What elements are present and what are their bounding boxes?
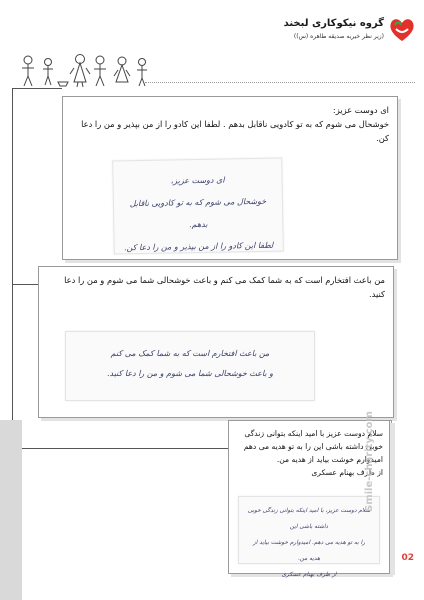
handwritten-letter-image [65, 331, 315, 401]
website-watermark: Smile-charity.com [364, 411, 375, 512]
handwritten-text: ای دوست عزیز، خوشحال می شوم که به تو کادویی ناقابل بدهم. لطفا این کادو را از من بپذیر و من را دعا کن. [124, 175, 274, 253]
handwritten-letter-image [238, 496, 380, 578]
connector-card-3 [12, 448, 228, 449]
side-accent-bar [0, 420, 22, 600]
letter-card-1 [62, 96, 398, 260]
page-number: 02 [401, 553, 414, 563]
handwritten-text: سلام دوست عزیز، با امید اینکه بتوانی زندگی خوبی داشته باشی این را به تو هدیه می دهم. امیدوارم خوشت بیاید از هدیه من. از طرف بهنام عسکری [247, 508, 371, 578]
letter-transcript: من باعث افتخارم است که به شما کمک می کنم و باعث خوشحالی شما می شوم و من را دعا کنید. [64, 275, 385, 299]
heart-smile-icon [388, 16, 416, 44]
connector-vertical [12, 88, 13, 448]
connector-card-2 [12, 284, 38, 285]
header-divider [145, 82, 415, 83]
handwritten-letter-image [112, 158, 284, 255]
organization-logo [268, 14, 418, 50]
letter-card-2 [38, 266, 394, 418]
handwritten-text: من باعث افتخارم است که به شما کمک می کنم و باعث خوشحالی شما می شوم و من را دعا کنید. [106, 349, 274, 378]
organization-subtitle: (زیر نظر خیریه صدیقه طاهره (س)) [293, 33, 384, 40]
organization-name: گروه نیکوکاری لبخند [283, 18, 384, 29]
connector-card-1 [12, 88, 62, 89]
children-figures-illustration [18, 52, 158, 88]
letter-transcript: سلام دوست عزیز با امید اینکه بتوانی زندگی خوبی داشته باشی این را به تو هدیه می دهم امیدوارم خوشت بیاید از هدیه من. از طرف بهنام عسکری [243, 429, 383, 477]
letter-transcript: ای دوست عزیز: خوشحال می شوم که به تو کادویی ناقابل بدهم . لطفا این کادو را از من بپذیر و من را دعا کن. [81, 105, 389, 143]
